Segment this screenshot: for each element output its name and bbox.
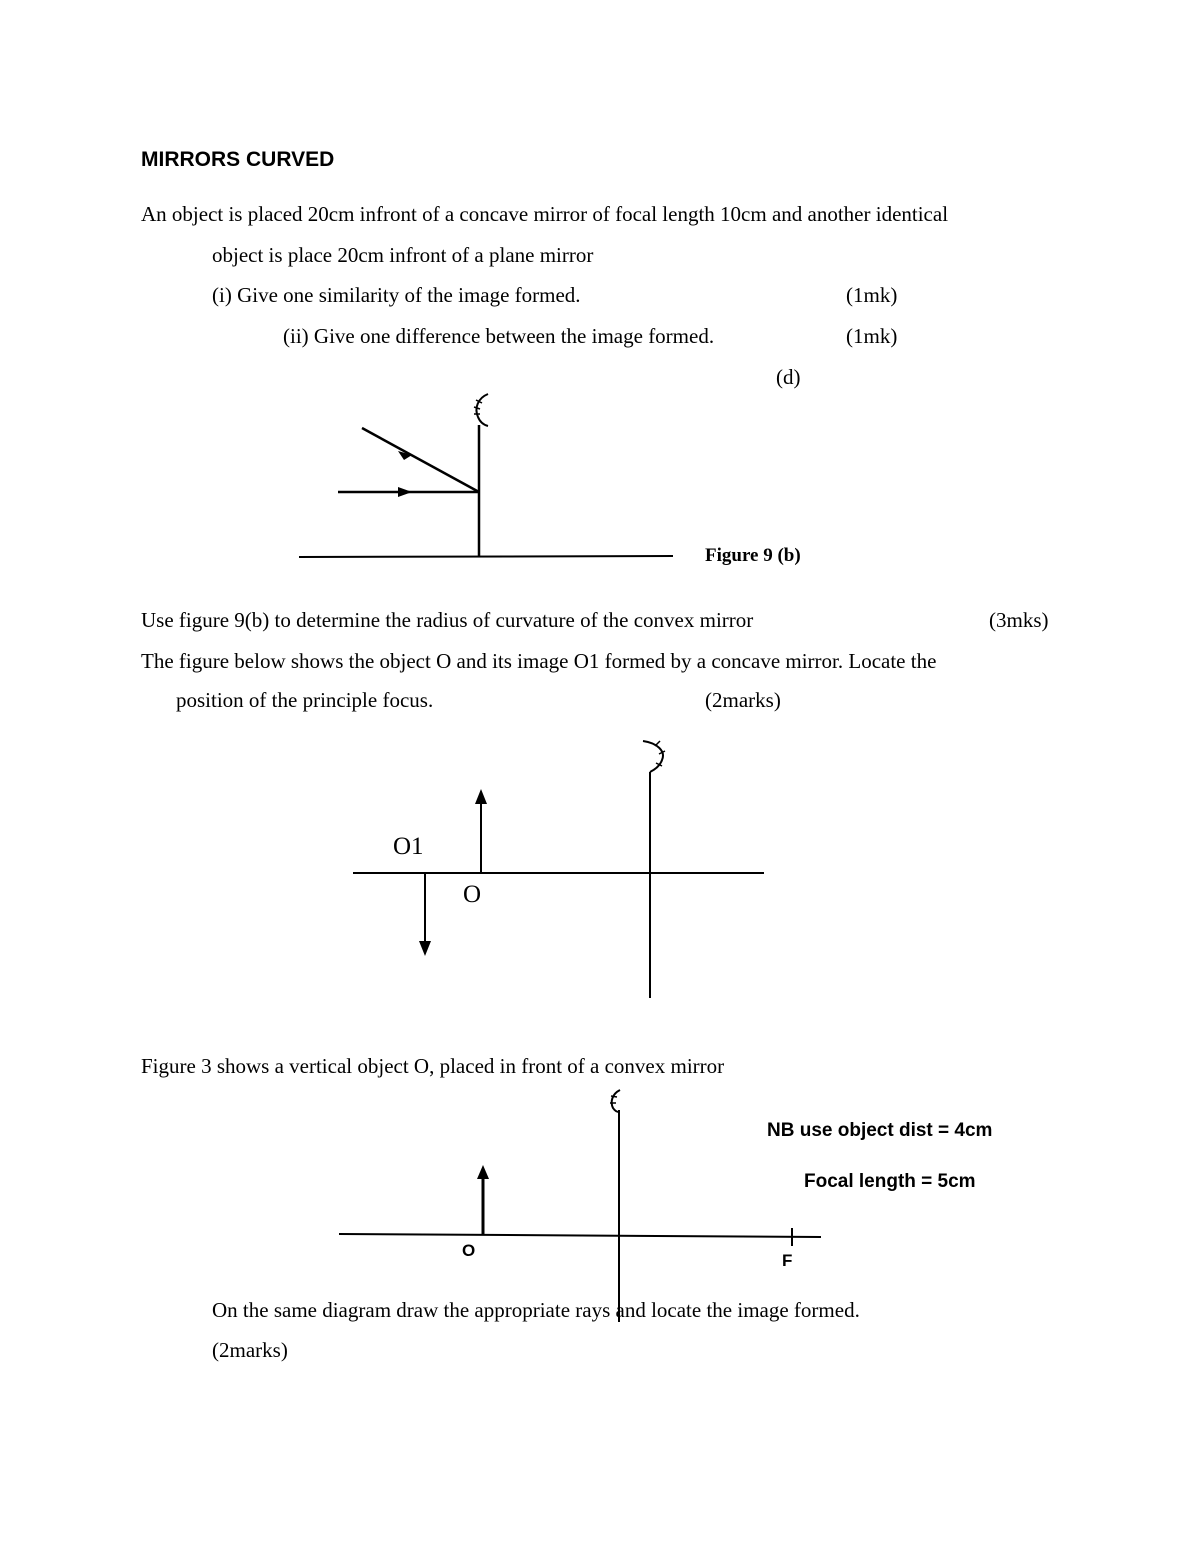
arrow-up-icon [477, 1165, 489, 1179]
image-label: O1 [393, 833, 424, 860]
principal-axis [339, 1234, 821, 1237]
question-1-line-2: object is place 20cm infront of a plane mirror [212, 243, 594, 267]
question-3-marks: (2marks) [705, 688, 781, 712]
question-1-part-i: (i) Give one similarity of the image formed. [212, 283, 581, 307]
figure-9b-caption: Figure 9 (b) [705, 545, 801, 566]
question-5-marks: (2marks) [212, 1338, 288, 1362]
question-1-part-ii-marks: (1mk) [846, 324, 898, 348]
question-1-part-i-marks: (1mk) [846, 283, 898, 307]
question-5-text: On the same diagram draw the appropriate rays and locate the image formed. [212, 1298, 860, 1322]
question-2-marks: (3mks) [989, 608, 1049, 632]
object-label: O [463, 881, 482, 908]
question-2-text: Use figure 9(b) to determine the radius of curvature of the convex mirror [141, 608, 754, 632]
question-1-line-1: An object is placed 20cm infront of a concave mirror of focal length 10cm and another identical [141, 202, 949, 226]
focus-label: F [782, 1251, 793, 1270]
note-focal-length: Focal length = 5cm [804, 1171, 976, 1192]
question-1-part-ii: (ii) Give one difference between the image formed. [283, 324, 715, 348]
note-object-distance: NB use object dist = 4cm [767, 1120, 993, 1141]
question-3-line-2: position of the principle focus. [176, 688, 434, 712]
page-title: MIRRORS CURVED [141, 148, 335, 171]
question-4-text: Figure 3 shows a vertical object O, placed in front of a convex mirror [141, 1054, 725, 1078]
question-3-line-1: The figure below shows the object O and its image O1 formed by a concave mirror. Locate the [141, 649, 937, 673]
convex-mirror-symbol-icon [612, 1090, 620, 1112]
question-part-d-label: (d) [776, 365, 801, 389]
object-label: O [462, 1241, 476, 1260]
